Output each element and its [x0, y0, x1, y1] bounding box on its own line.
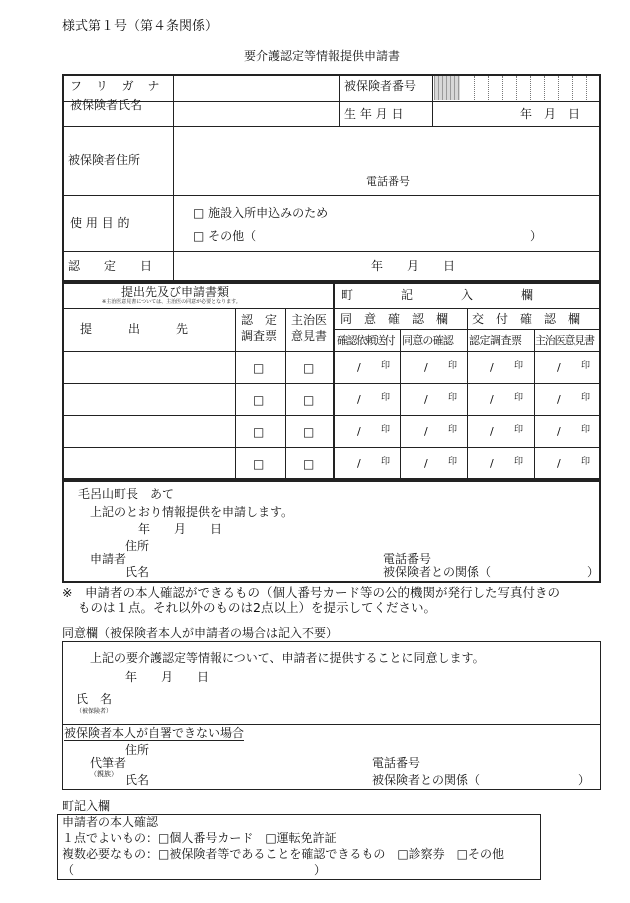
- applicant-phone-label: 電話番号: [383, 552, 432, 566]
- request-stamp: 印: [381, 361, 391, 371]
- proxy-relation-label: 被保険者との関係（: [372, 773, 481, 787]
- doctor-issue-slash: /: [557, 425, 561, 438]
- request-stamp: 印: [381, 425, 391, 435]
- id-multi-items[interactable]: 複数必要なもの：□被保険者等であることを確認できるもの □診察券 □その他: [62, 847, 505, 861]
- consent-stamp: 印: [448, 425, 458, 435]
- survey-issue-stamp: 印: [514, 457, 524, 467]
- proxy-title: 被保険者本人が自署できない場合: [64, 726, 245, 740]
- certification-date-value[interactable]: 年 月 日: [371, 259, 456, 273]
- insured-name-input[interactable]: [174, 102, 339, 126]
- application-statement: 上記のとおり情報提供を申請します。: [90, 505, 294, 519]
- phone-label: 電話番号: [366, 175, 410, 188]
- consent-stamp: 印: [448, 393, 458, 403]
- survey-issue-slash: /: [490, 425, 494, 438]
- consent-date-slash: /: [424, 393, 428, 406]
- town-entry-title: 町記入欄: [62, 799, 111, 813]
- purpose-option-other[interactable]: □ その他（: [193, 229, 257, 243]
- consent-date[interactable]: 年 月 日: [125, 670, 210, 684]
- applicant-relation-label: 被保険者との関係（: [383, 565, 492, 579]
- destination-col: 提 出 先: [80, 322, 189, 336]
- survey-issue-slash: /: [490, 361, 494, 374]
- proxy-address-label: 住所: [125, 743, 150, 757]
- consent-date-slash: /: [424, 457, 428, 470]
- purpose-label: 使 用 目 的: [70, 216, 130, 230]
- page-title: 要介護認定等情報提供申請書: [244, 49, 401, 63]
- purpose-option-facility[interactable]: □ 施設入所申込みのため: [193, 206, 329, 220]
- survey-col-line2: 調査票: [241, 329, 278, 343]
- survey-issue-stamp: 印: [514, 425, 524, 435]
- request-date-slash: /: [357, 361, 361, 374]
- doctor-checkbox[interactable]: □: [303, 425, 315, 439]
- proxy-sub: （親族）: [90, 770, 118, 778]
- consent-statement: 上記の要介護認定等情報について、申請者に提供することに同意します。: [90, 651, 485, 665]
- doctor-col-line1: 主治医: [291, 313, 328, 327]
- consent-date-slash: /: [424, 361, 428, 374]
- certification-date-label: 認 定 日: [68, 259, 153, 273]
- doctor-checkbox[interactable]: □: [303, 361, 315, 375]
- submission-header: 提出先及び申請書類: [121, 285, 230, 299]
- birthdate-label: 生 年 月 日: [344, 107, 404, 121]
- insured-address-label: 被保険者住所: [68, 153, 141, 167]
- application-date[interactable]: 年 月 日: [138, 522, 223, 536]
- applicant-address-label: 住所: [125, 539, 150, 553]
- doctor-issue-stamp: 印: [581, 457, 591, 467]
- id-check-label: 申請者の本人確認: [62, 815, 159, 829]
- request-date-slash: /: [357, 425, 361, 438]
- request-date-slash: /: [357, 457, 361, 470]
- id-other-paren[interactable]: （ ）: [62, 863, 327, 877]
- insured-number-label: 被保険者番号: [344, 79, 417, 93]
- survey-issue-slash: /: [490, 393, 494, 406]
- request-stamp: 印: [381, 457, 391, 467]
- issue-check-col: 交 付 確 認 欄: [472, 312, 581, 326]
- applicant-name-label: 氏名: [125, 565, 150, 579]
- sub-col-consent: 同意の確認: [402, 334, 453, 347]
- survey-issue-slash: /: [490, 457, 494, 470]
- birthdate-value[interactable]: 年 月 日: [520, 107, 581, 121]
- destination-input[interactable]: [64, 448, 234, 479]
- request-date-slash: /: [357, 393, 361, 406]
- submission-note: ※主治医意見書については、主治医の同意が必要となります。: [102, 299, 241, 305]
- doctor-checkbox[interactable]: □: [303, 457, 315, 471]
- doctor-col-line2: 意見書: [291, 329, 328, 343]
- survey-col-line1: 認 定: [241, 313, 278, 327]
- form-number: 様式第１号（第４条関係）: [62, 19, 219, 34]
- sub-col-doctor: 主治医意見書: [535, 334, 594, 347]
- survey-issue-stamp: 印: [514, 393, 524, 403]
- insured-number-shaded: [434, 76, 460, 100]
- survey-checkbox[interactable]: □: [253, 361, 265, 375]
- doctor-issue-slash: /: [557, 393, 561, 406]
- doctor-checkbox[interactable]: □: [303, 393, 315, 407]
- consent-stamp: 印: [448, 361, 458, 371]
- destination-input[interactable]: [64, 384, 234, 415]
- survey-checkbox[interactable]: □: [253, 457, 265, 471]
- doctor-issue-stamp: 印: [581, 425, 591, 435]
- proxy-phone-label: 電話番号: [372, 756, 421, 770]
- doctor-issue-slash: /: [557, 361, 561, 374]
- survey-checkbox[interactable]: □: [253, 425, 265, 439]
- doctor-issue-slash: /: [557, 457, 561, 470]
- consent-stamp: 印: [448, 457, 458, 467]
- insured-name-label: 被保険者氏名: [70, 98, 143, 112]
- doctor-issue-stamp: 印: [581, 393, 591, 403]
- doctor-issue-stamp: 印: [581, 361, 591, 371]
- purpose-other-close: ）: [530, 229, 543, 243]
- insured-number-input[interactable]: [460, 76, 600, 100]
- survey-checkbox[interactable]: □: [253, 393, 265, 407]
- sub-col-survey: 認定調査票: [469, 334, 522, 347]
- id-note-line1: ※ 申請者の本人確認ができるもの（個人番号カード等の公的機関が発行した写真付きの: [62, 585, 560, 600]
- destination-input[interactable]: [64, 352, 234, 383]
- applicant-relation-close: ）: [587, 565, 600, 579]
- consent-name-sub: （被保険者）: [76, 708, 113, 715]
- request-stamp: 印: [381, 393, 391, 403]
- proxy-relation-close: ）: [578, 773, 591, 787]
- destination-input[interactable]: [64, 416, 234, 447]
- consent-date-slash: /: [424, 425, 428, 438]
- sub-col-request: 確認依頼送付: [337, 334, 394, 347]
- consent-check-col: 同 意 確 認 欄: [340, 312, 449, 326]
- id-note-line2: ものは１点。それ以外のものは2点以上）を提示してください。: [78, 600, 436, 615]
- applicant-label: 申請者: [90, 552, 127, 566]
- consent-title: 同意欄（被保険者本人が申請者の場合は記入不要）: [62, 626, 339, 640]
- survey-issue-stamp: 印: [514, 361, 524, 371]
- id-one-item[interactable]: １点でよいもの：□個人番号カード □運転免許証: [62, 831, 337, 845]
- mayor-address: 毛呂山町長 あて: [78, 487, 175, 501]
- town-entry-header: 町 記 入 欄: [341, 288, 534, 302]
- furigana-label: フ リ ガ ナ: [70, 79, 165, 93]
- proxy-name-label: 氏名: [125, 773, 150, 787]
- consent-name-label: 氏 名: [76, 692, 113, 706]
- proxy-label: 代筆者: [90, 756, 127, 770]
